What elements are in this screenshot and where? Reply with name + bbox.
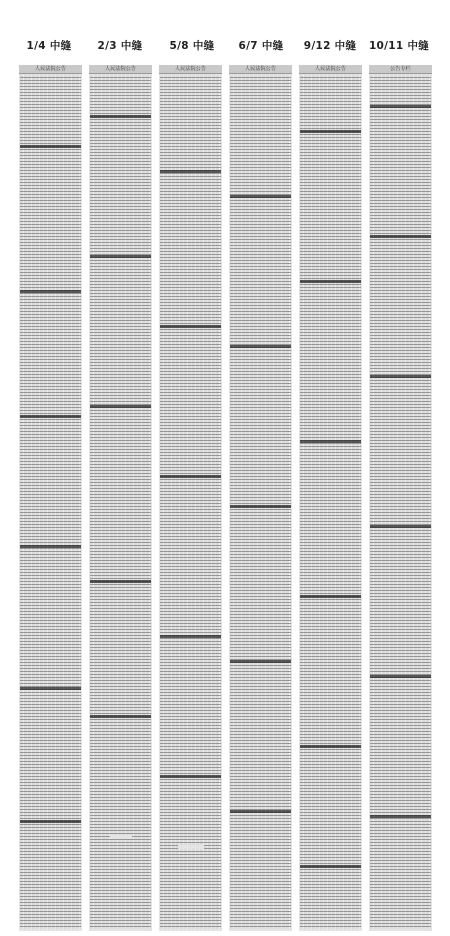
notice-heading-rule — [90, 255, 151, 258]
notice-heading-rule — [90, 115, 151, 118]
gutter-column-9-12 — [299, 65, 362, 931]
notice-heading-rule — [230, 505, 291, 508]
notice-heading-rule — [160, 170, 221, 173]
notice-heading-rule — [160, 635, 221, 638]
notice-heading-rule — [300, 745, 361, 748]
notice-heading-rule — [90, 580, 151, 583]
notice-heading-rule — [230, 660, 291, 663]
column-header: 人民法院公告 — [89, 65, 152, 74]
notice-heading-rule — [20, 545, 81, 548]
column-title-1-4: 1/4 中缝 — [26, 40, 72, 52]
notice-heading-rule — [230, 810, 291, 813]
column-title-2-3: 2/3 中缝 — [97, 40, 143, 52]
notice-heading-rule — [20, 290, 81, 293]
notice-text-block — [160, 75, 221, 929]
column-header: 人民法院公告 — [299, 65, 362, 74]
notice-text-block — [370, 75, 431, 929]
notice-heading-rule — [300, 280, 361, 283]
notice-heading-rule — [230, 345, 291, 348]
notice-heading-rule — [300, 865, 361, 868]
column-header: 公告专栏 — [369, 65, 432, 74]
notice-heading-rule — [20, 687, 81, 690]
notice-heading-rule — [160, 325, 221, 328]
notice-heading-rule — [160, 775, 221, 778]
column-header: 人民法院公告 — [19, 65, 82, 74]
notice-heading-rule — [20, 820, 81, 823]
notice-heading-rule — [370, 675, 431, 678]
column-header: 人民法院公告 — [159, 65, 222, 74]
notice-heading-rule — [300, 440, 361, 443]
gutter-column-1-4 — [19, 65, 82, 931]
notice-heading-rule — [90, 405, 151, 408]
notice-heading-rule — [370, 375, 431, 378]
notice-heading-rule — [370, 235, 431, 238]
notice-text-block — [300, 75, 361, 929]
notice-heading-rule — [300, 130, 361, 133]
column-header: 人民法院公告 — [229, 65, 292, 74]
notice-heading-rule — [20, 145, 81, 148]
column-title-5-8: 5/8 中缝 — [169, 40, 215, 52]
notice-text-block — [230, 75, 291, 929]
column-title-9-12: 9/12 中缝 — [303, 40, 357, 52]
notice-heading-rule — [160, 475, 221, 478]
notice-heading-rule — [90, 715, 151, 718]
notice-text-block — [90, 75, 151, 929]
gutter-column-10-11 — [369, 65, 432, 931]
notice-heading-rule — [230, 195, 291, 198]
gutter-column-5-8 — [159, 65, 222, 931]
paragraph-gap — [178, 845, 204, 849]
notice-text-block — [20, 75, 81, 929]
notice-heading-rule — [300, 595, 361, 598]
column-title-10-11: 10/11 中缝 — [368, 40, 430, 52]
notice-heading-rule — [370, 105, 431, 108]
notice-heading-rule — [370, 815, 431, 818]
paragraph-gap — [110, 835, 132, 839]
gutter-column-6-7 — [229, 65, 292, 931]
notice-heading-rule — [20, 415, 81, 418]
column-title-6-7: 6/7 中缝 — [238, 40, 284, 52]
notice-heading-rule — [370, 525, 431, 528]
gutter-column-2-3 — [89, 65, 152, 931]
